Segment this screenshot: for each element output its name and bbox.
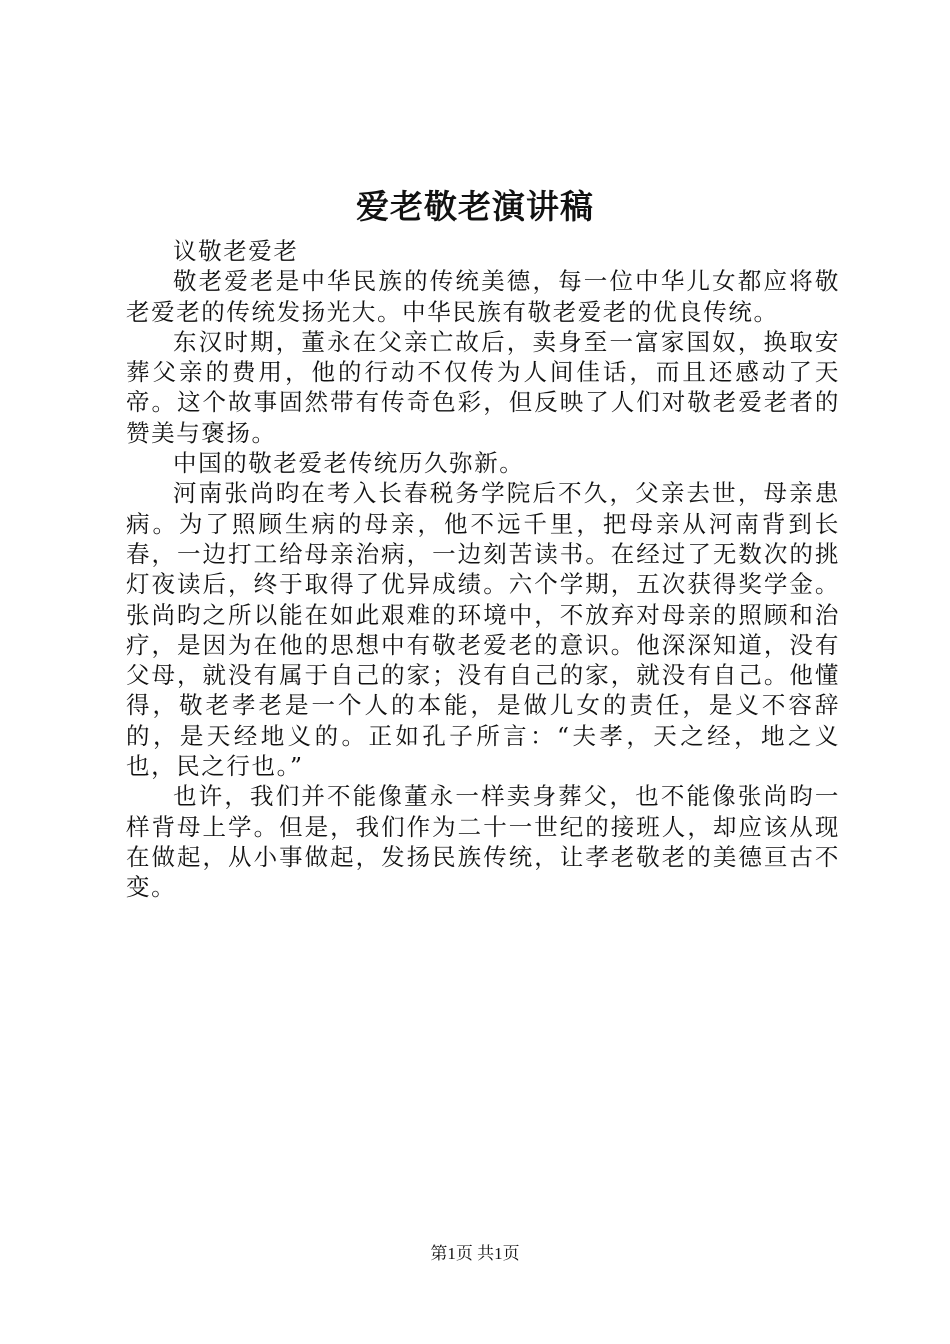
paragraph: 敬老爱老是中华民族的传统美德，每一位中华儿女都应将敬老爱老的传统发扬光大。中华民族有敬老爱老的优良传统。 [126, 267, 840, 326]
document-body [126, 236, 840, 903]
paragraph: 东汉时期，董永在父亲亡故后，卖身至一富家国奴，换取安葬父亲的费用，他的行动不仅传为人间佳话，而且还感动了天帝。这个故事固然带有传奇色彩，但反映了人们对敬老爱老者的赞美与褒扬。 [126, 327, 840, 447]
paragraph: 也许，我们并不能像董永一样卖身葬父，也不能像张尚昀一样背母上学。但是，我们作为二十一世纪的接班人，却应该从现在做起，从小事做起，发扬民族传统，让孝老敬老的美德亘古不变。 [126, 782, 840, 902]
paragraph: 中国的敬老爱老传统历久弥新。 [173, 449, 525, 478]
paragraph-subtitle: 议敬老爱老 [173, 237, 299, 265]
paragraph: 河南张尚昀在考入长春税务学院后不久，父亲去世，母亲患病。为了照顾生病的母亲，他不远千里，把母亲从河南背到长春，一边打工给母亲治病，一边刻苦读书。在经过了无数次的挑灯夜读后，终于取得了优异成绩。六个学期，五次获得奖学金。张尚昀之所以能在如此艰难的环境中，不放弃对母亲的照顾和治疗，是因为在他的思想中有敬老爱老的意识。他深深知道，没有父母，就没有属于自己的家；没有自己的家，就没有自己。他懂得，敬老孝老是一个人的本能，是做儿女的责任，是义不容辞的，是天经地义的。正如孔子所言：“夫孝，天之经，地之义也，民之行也。” [126, 479, 840, 781]
page-footer: 第1页 共1页 [430, 1244, 520, 1263]
document-title: 爱老敬老演讲稿 [356, 187, 594, 226]
